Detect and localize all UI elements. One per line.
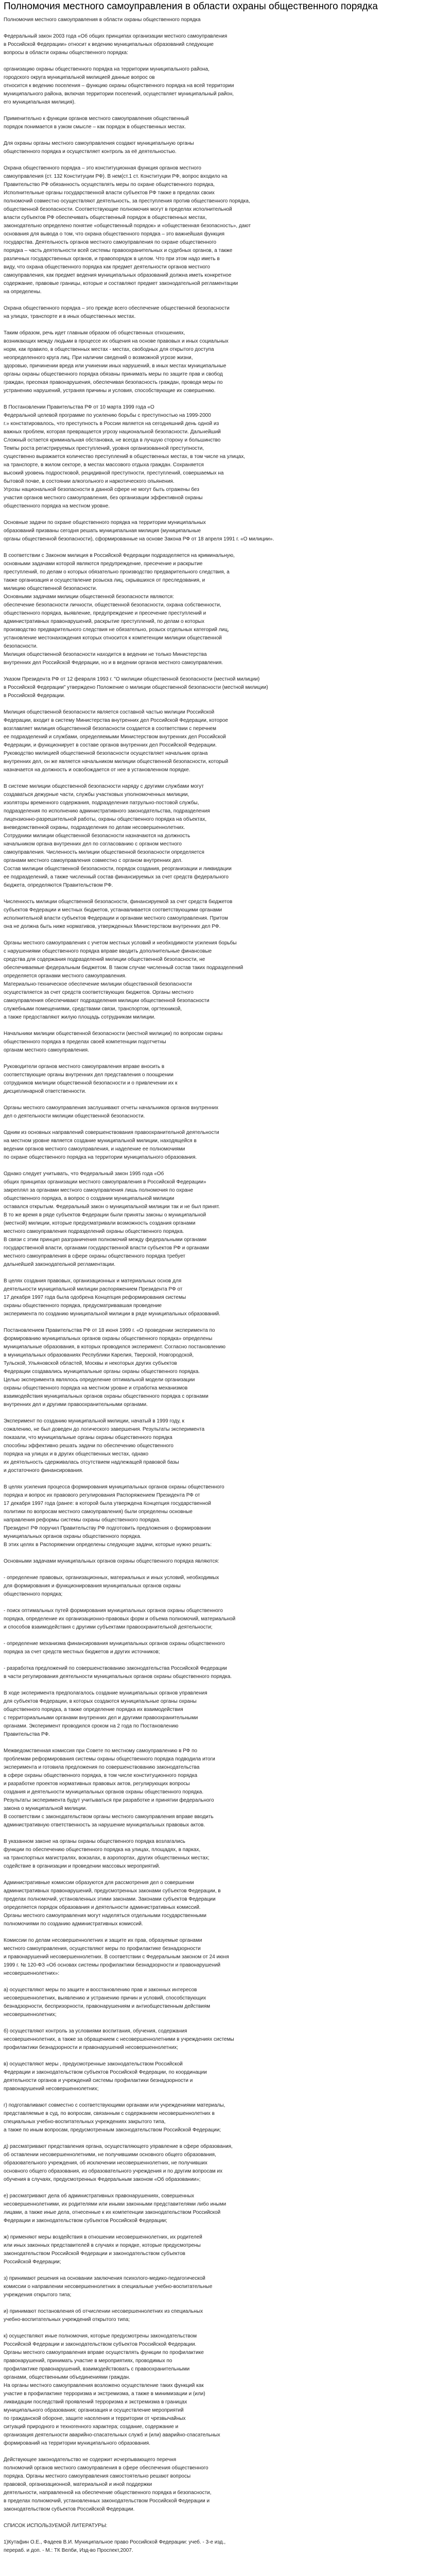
text-line: Милиция общественной безопасности является составной частью милиции Российской (4, 709, 215, 715)
text-line: Материально-техническое обеспечение милиции общественной безопасности (4, 981, 192, 987)
text-line: подразделения по исполнению административного законодательства, подразделения (4, 808, 210, 814)
text-line: Органы местного самоуправления заслушивают отчеты начальников органов внутренних (4, 1105, 219, 1111)
text-line: Исполнительные органы государственной власти субъектов РФ также в пределах своих (4, 190, 215, 196)
text-line: - определение правовых, организационных, материальных и иных условий, необходимых (4, 1575, 219, 1581)
text-line: ведении органов местного самоуправления, и наделение ее полномочиями (4, 1146, 185, 1152)
text-line: комиссии о направлении несовершеннолетних в специальные учебно-воспитательные (4, 2284, 213, 2290)
text-line: или иных законных представителей в случаях и порядке, которые предусмотрены (4, 2243, 201, 2248)
text-line: внутренних дел и другими правоохранительными органами. (4, 1402, 148, 1408)
text-line: охраны общественного порядка, предусматривавшая проведение (4, 1303, 162, 1309)
text-line: в муниципальных образованиях Республики Карелия, Тверской, Новгородской, (4, 1352, 194, 1358)
text-line: субъектов Федерации и местных бюджетов, устанавливается соответствующими органами (4, 907, 222, 913)
text-line: и способов взаимодействия с другими субъектами правоохранительной деятельности; (4, 1624, 213, 1630)
text-line: милицию общественной безопасности. (4, 586, 97, 591)
text-line: ситуаций природного и техногенного характера; создание, содержание и (4, 2424, 179, 2430)
text-line: общественного порядка и осуществляет контроль за её деятельностью. (4, 149, 177, 155)
text-line: В ходе эксперимента предполагалось создание муниципальных органов управления (4, 1690, 207, 1696)
text-line: городского округа муниципальной милицией данные вопрос ов (4, 75, 155, 80)
text-line: е) рассматривают дела об административных правонарушениях, совершенных (4, 2193, 195, 2199)
text-line: по гражданской обороне, защите населения и территории от чрезвычайных (4, 2416, 186, 2421)
text-line: на улицах, транспорте и в иных общественных местах. (4, 314, 136, 319)
text-line: порядка за счет средств местных бюджетов и других источников; (4, 1649, 160, 1655)
text-line: Начальники милиции общественной безопасности (местной милиции) по вопросам охраны (4, 1031, 223, 1037)
text-line: возникающих между людьми в процессе их общения на основе правовых и иных социальных (4, 338, 229, 344)
text-line: закреплял за органами местного самоуправления лишь полномочия по охране (4, 1188, 194, 1193)
text-line: общественного порядка, а также определение порядка их взаимодействия (4, 1707, 183, 1713)
text-line: несовершеннолетних, выявлению и устранению причин и условий, способствующих (4, 1995, 206, 2001)
text-line: порядка на улицах и в других общественных местах, однако (4, 1451, 149, 1457)
text-line: органам местного самоуправления. (4, 1047, 89, 1053)
text-line: местного самоуправления подразделений охраны общественного порядка. (4, 1229, 184, 1234)
text-line: существенно выражается количество преступлений в общественных местах, в том числе на улицах, (4, 454, 246, 460)
text-line: внутренних дел Российской Федерации, но и в ведении органов местного самоуправления. (4, 660, 223, 666)
text-line: 1999 г. № 120-ФЗ «Об основах системы профилактики безнадзорности и правонарушений (4, 1962, 221, 1968)
text-line: 1)Кутафин О.Е., Фадеев В.И. Муниципальное право Российской Федерации: учеб. - 3-е изд., (4, 2539, 226, 2545)
text-line: установление местонахождения которых относится к компетенции милиции общественной (4, 635, 222, 641)
text-line: порядок понимается в узком смысле – как порядок в общественных местах. (4, 124, 186, 130)
text-line: ее подразделений и службами, определяемыми Министерством внутренних дел Российской (4, 734, 226, 740)
text-line: Охрана общественного порядка – это прежде всего обеспечение общественной безопасности (4, 306, 230, 311)
text-line: местного самоуправления, осуществляют меры по профилактике безнадзорности (4, 1946, 201, 1952)
text-line: Органы местного самоуправления могут наделяться отдельными государственными (4, 1913, 207, 1919)
text-line: В соответствии с законодательством органы местного самоуправления вправе вводить (4, 1814, 214, 1820)
text-line: и) принимают постановления об отчислении несовершеннолетних из специальных (4, 2309, 203, 2314)
text-line: з) принимают решения на основании заключения психолого-медико-педагогической (4, 2276, 205, 2281)
text-line: общих принципах организации местного самоуправления в Российской Федерации» (4, 1179, 206, 1185)
text-line: служебными помещениями, средствами связи, транспортом, оргтехникой, (4, 1006, 182, 1012)
paragraph-spacer (4, 1409, 432, 1417)
paragraph-spacer (4, 511, 432, 519)
text-line: участие в профилактике терроризма и экстремизма, а также в минимизации и (или) (4, 2391, 205, 2397)
text-line: учреждения открытого типа; (4, 2292, 72, 2298)
text-line: Федерации и законодательством субъектов Российской Федерации, по координации (4, 2070, 207, 2075)
text-line: Таким образом, речь идет главным образом об общественных отношениях, (4, 330, 185, 336)
text-line: государственной власти, органами государственной власти субъектов РФ и органами (4, 1245, 209, 1251)
text-line: с территориальными органами внутренних дел и другими правоохранительными (4, 1715, 198, 1721)
text-line: неопределенного круга лиц. При наличии сведений о возможной угрозе жизни, (4, 355, 193, 361)
text-line: Действующее законодательство не содержит исчерпывающего перечня (4, 2457, 177, 2463)
text-line: общественной безопасности. Соответствующие полномочия могут в пределах исполнительной (4, 207, 232, 212)
text-line: муниципальные образования, в которых проводился эксперимент. Согласно постановлению (4, 1344, 226, 1350)
text-line: самоуправления обеспечивают подразделения милиции общественной безопасности (4, 998, 210, 1004)
text-line: для субъектов Федерации, в которых создаются муниципальные органы охраны (4, 1699, 197, 1704)
text-line: государства. Деятельность органов местного самоуправления по охране общественного (4, 240, 217, 245)
text-line: в Российской Федерации. (4, 693, 65, 699)
text-line: дел о деятельности милиции общественной безопасности. (4, 1113, 145, 1119)
text-line: также организация и осуществление розыска лиц, скрывшихся от преследования, и (4, 578, 205, 583)
text-line: направления реформы системы охраны общественного порядка. (4, 1517, 161, 1523)
text-line: а также по иным вопросам, предусмотренным законодательством Российской Федерации; (4, 2127, 221, 2133)
text-line: важных проблем, которая превращается угрозу национальной безопасности. Дальнейший (4, 429, 221, 435)
text-line: дисциплинарной ответственности. (4, 1089, 86, 1094)
text-line: деятельности органов и учреждений системы профилактики безнадзорности и (4, 2078, 193, 2083)
text-line: Указом Президента РФ от 12 февраля 1993 г. "О милиции общественной безопасности (местной милиции) (4, 676, 260, 682)
text-line: Численность милиции общественной безопасности, финансируемой за счет средств бюджетов (4, 899, 233, 905)
text-line: правонарушений несовершеннолетних; (4, 2086, 99, 2092)
text-line: СПИСОК ИСПОЛЬЗУЕМОЙ ЛИТЕРАТУРЫ: (4, 2523, 108, 2529)
text-line: полномочий органов местного самоуправления в сфере обеспечения общественного (4, 2465, 208, 2471)
text-line: к) осуществляют иные полномочия, которые предусмотрены законодательством (4, 2333, 197, 2339)
text-line: В системе милиции общественной безопасности наряду с другими службами могут (4, 784, 204, 789)
text-line: специальных учебно-воспитательных учреждениях закрытого типа, (4, 2119, 166, 2125)
text-line: органами местного самоуправления совместно с органом внутренних дел. (4, 858, 183, 863)
text-line: эксперимента и готовила предложения по совершенствованию законодательства (4, 1765, 200, 1770)
text-line: несовершеннолетних»: (4, 1971, 60, 1976)
text-line: образовательного учреждения, об исключении несовершеннолетних, не получивших (4, 2160, 207, 2166)
text-line: административную ответственность за нарушение муниципальных правовых актов. (4, 1822, 205, 1828)
text-line: Милиция общественной безопасности находится в ведении не только Министерства (4, 652, 207, 657)
text-line: с нарушениями общественного порядка вправе вводить дополнительные финансовые (4, 948, 212, 954)
text-line: В этих целях в Распоряжении определены следующие задачи, которые нужно решить: (4, 1542, 212, 1548)
text-line: безопасности. (4, 643, 38, 649)
text-line: В Постановлении Правительства РФ от 10 марта 1999 года «О (4, 404, 154, 410)
text-line: и правонарушений несовершеннолетних. В соответствии с Федеральным законом от 24 июня (4, 1954, 229, 1960)
text-line: обучения в случаях, предусмотренных Федеральным законом «Об образовании»; (4, 2177, 201, 2182)
text-line: Правительство РФ обязанность осуществлять меры по охране общественного порядка, (4, 182, 215, 188)
text-line: ж) применяют меры воздействия в отношении несовершеннолетних, их родителей (4, 2234, 202, 2240)
text-line: их деятельность сдерживалась отсутствием надлежащей правовой базы (4, 1460, 179, 1465)
text-line: муниципального района, включая территории поселений, осуществляет муниципальный район, (4, 91, 234, 97)
text-line: а) осуществляют меры по защите и восстановлению прав и законных интересов (4, 1987, 197, 1993)
text-line: сожалению, не был доведен до логического завершения. Результаты эксперимента (4, 1427, 205, 1432)
text-line: Эксперимент по созданию муниципальной милиции, начатый в 1999 году, к (4, 1418, 184, 1424)
text-line: Результаты эксперимента будут учитываться при разработке и принятии федерального (4, 1798, 214, 1803)
text-line: формированию муниципальных органов охраны общественного порядка» определены (4, 1336, 213, 1342)
text-line: Федерации, входит в систему Министерства внутренних дел Российской Федерации, которое (4, 718, 228, 723)
text-line: органами. Эксперимент проводился сроком на 2 года по Постановлению (4, 1723, 179, 1729)
text-line: Угрозы национальной безопасности в данной сфере не могут быть отражены без (4, 487, 199, 493)
text-line: г.» констатировалось, что преступность в России является на сегодняшний день одной из (4, 421, 219, 427)
text-line: устранению нарушений, устраняя причины и условия, способствующие их совершению. (4, 388, 216, 394)
text-line: правонарушений, принимать участие в мероприятиях, проводимых по (4, 2358, 172, 2364)
text-line: в Российской Федерации" утверждено Положение о милиции общественной безопасности (местной милиции) (4, 685, 268, 690)
text-line: содействие в организации и проведении массовых мероприятий. (4, 1863, 161, 1869)
text-line: общественного порядка в пределах своей компетенции подотчетны (4, 1039, 166, 1045)
text-line: создания и деятельности муниципальных органов охраны общественного порядка. (4, 1789, 204, 1795)
text-line: Применительно к функции органов местного самоуправления общественный (4, 116, 189, 122)
text-line: Для охраны органы местного самоуправления создают муниципальную органы (4, 141, 194, 146)
text-line: Административные комиссии образуются для рассмотрения дел о совершении (4, 1880, 194, 1886)
text-line: Сложный остается криминальная обстановка, не всегда в лучшую сторону и большинство (4, 437, 221, 443)
text-line: В связи с этим принцип разграничения полномочий между федеральными органами (4, 1237, 207, 1243)
text-line: для формирования и функционирования муниципальных органов охраны (4, 1583, 181, 1589)
text-line: В указанном законе на органы охраны общественного порядка возлагались (4, 1839, 185, 1844)
text-line: бюджета, определяются Правительством РФ. (4, 883, 113, 888)
text-line: общественного порядка, выявление, предупреждение и пресечение преступлений и (4, 611, 206, 616)
text-line: пределах полномочий, установленных этими законами. Законами субъектов Федерации (4, 1896, 216, 1902)
text-line: несовершеннолетних; (4, 2012, 57, 2018)
text-line: Руководители органов местного самоуправления вправе вносить в (4, 1064, 165, 1070)
text-line: полномочий совместно осуществляют деятельность, за преступления против общественного порядка, (4, 198, 250, 204)
text-line: в части регулирования деятельности муниципальных органов охраны общественного порядка. (4, 1674, 232, 1680)
text-line: общественного порядка на местном уровне. (4, 503, 110, 509)
text-line: д) рассматривают представления органа, осуществляющего управление в сфере образования, (4, 2144, 233, 2149)
text-line: формирований на территории муниципального образования. (4, 2441, 150, 2446)
text-line: политики по вопросам местного самоуправления) были определены основные (4, 1509, 193, 1515)
text-line: деятельности муниципальной милиции распоряжением Президента РФ от (4, 1286, 183, 1292)
text-line: обеспечиваемые федеральным бюджетом. В таком случае численный состав таких подразделений (4, 965, 243, 971)
text-line: лицензионно-разрешительной работы, охраны общественного порядка на объектах, (4, 817, 207, 822)
text-line: функции по обеспечению общественного порядка на улицах, площадях, в парках, (4, 1847, 201, 1853)
text-line: органы общественной безопасности), сформированные на основе Закона РФ от 18 апреля 1991 г. «О милиции». (4, 536, 274, 542)
text-line: Межведомственная комиссия при Совете по местному самоуправлению в РФ по (4, 1748, 198, 1754)
text-line: общественного порядка; (4, 1591, 63, 1597)
text-line: общественного порядка, а вопрос о создании муниципальной милиции (4, 1196, 175, 1201)
text-line: она не должна быть ниже нормативов, утвержденных Министерством внутренних дел РФ. (4, 924, 221, 929)
text-line: правовой, организационной, материальной и иной поддержки (4, 2482, 152, 2487)
text-line: (местной) милиции, которые предусматривали возможность создания органами (4, 1221, 196, 1226)
text-line: Правительства РФ. (4, 1732, 50, 1737)
text-line: Сотрудники милиции общественной безопасности назначаются на должность (4, 833, 190, 839)
text-line: порядка. Органы местного самоуправления самостоятельно решают вопросы (4, 2473, 191, 2479)
text-line: различных государственных органов, и правопорядок в целом. Что при этом надо иметь в (4, 256, 220, 262)
text-line: организация деятельности аварийно-спасательных служб и (или) аварийно-спасательных (4, 2432, 220, 2438)
text-line: на транспортных магистралях, вокзалах, в аэропортах, других общественных местах; (4, 1855, 210, 1861)
text-line: в Российской Федерации» относит к ведению муниципальных образований следующие (4, 42, 214, 47)
text-line: лицами, а также иные дела, отнесенные к их компетенции законодательством Российской (4, 2210, 221, 2215)
text-line: исполнительной власти субъектов Федерации и органами местного самоуправления. Притом (4, 916, 228, 921)
text-line: здоровью, причинении вреда или учинении иных нарушений, в иных местах муниципальные (4, 363, 226, 369)
text-line: административных правонарушений, предусмотренных законами субъектов Федерации, в (4, 1888, 221, 1894)
text-line: средства для содержания подразделений милиции общественной безопасности, не (4, 957, 205, 962)
text-line: В соответствии с Законом милиция в Российской Федерации подразделяется на криминальную, (4, 553, 235, 558)
text-line: Основными задачами муниципальных органов охраны общественного порядка являются: (4, 1558, 219, 1564)
text-line: определяется органами местного самоуправления. (4, 973, 127, 979)
text-line: законодательством Российской Федерации и законодательством субъектов (4, 2251, 185, 2257)
text-line: г) подготавливают совместно с соответствующими органами или учреждениями материалы, (4, 2103, 225, 2108)
text-line: Целью эксперимента являлось определение оптимальной модели организации (4, 1377, 195, 1383)
text-line: Тульской, Ульяновской областей, Москвы и некоторых других субъектов (4, 1361, 177, 1366)
text-line: В целях создания правовых, организационных и материальных основ для (4, 1278, 182, 1284)
text-line: ее подразделений, а также численный состав финансируемых за счет средств федерального (4, 874, 229, 880)
text-line: порядка, определение их организационно-правовых форм и объема полномочий, материальной (4, 1616, 236, 1622)
text-line: Федеральный закон 2003 года «Об общих принципах организации местного самоуправления (4, 33, 228, 39)
text-line: 17 декабря 1997 года была одобрена Концепция реформирования системы (4, 1295, 186, 1300)
text-line: об оставлении несовершеннолетними, не получившими основного общего образования, (4, 2152, 216, 2158)
text-line: порядка – часть деятельности всей системы правоохранительных и судебных органов, а также (4, 248, 233, 253)
text-line: по охране общественного порядка на территории муниципального образования. (4, 1155, 197, 1160)
text-line: Комиссии по делам несовершеннолетних и защите их прав, образуемые органами (4, 1938, 202, 1943)
text-line: производство предварительного следствия не обязательно, розыск отдельных категорий лиц, (4, 627, 229, 633)
text-line: взаимодействия муниципальных органов охраны общественного порядка с органами (4, 1394, 208, 1399)
text-line: муниципального образования; организация и осуществление мероприятий (4, 2408, 184, 2413)
text-line: на транспорте, в жилом секторе, в местах массового отдыха граждан. Сохраняется (4, 462, 204, 468)
text-line: проблемам реформирования системы охраны общественного порядка подводила итоги (4, 1756, 215, 1762)
text-line: безнадзорности, беспризорности, правонарушениям и антиобщественным действиям (4, 2004, 211, 2009)
text-line: обеспечение безопасности личности, общественной безопасности, охрана собственности, (4, 602, 221, 608)
text-line: высокий уровень подростковой, рецидивной преступности, преступлений, совершаемых на (4, 470, 224, 476)
text-line: Российской Федерации; (4, 2259, 61, 2265)
text-line: основного общего образования, из образовательного учреждения и по другим вопросам их (4, 2168, 223, 2174)
text-line: в сфере охраны общественного порядка, в том числе конституционного порядка (4, 1773, 198, 1778)
text-line: основания для вывода о том, что охрана общественного порядка – это важнейшая функция (4, 231, 225, 237)
text-line: изоляторы временного содержания, подразделения патрульно-постовой службы, (4, 800, 199, 806)
text-line: 17 декабря 1997 года (ранее: в которой была утверждена Концепция государственной (4, 1501, 211, 1506)
text-line: местного самоуправления в сфере охраны общественного порядка требует (4, 1253, 186, 1259)
text-line: эксперимента по созданию муниципальной милиции в ряде муниципальных образований. (4, 1311, 221, 1317)
text-line: показали, что муниципальные органы охраны общественного порядка (4, 1435, 172, 1440)
text-line: Полномочия местного самоуправления в области охраны общественного порядка (4, 17, 201, 23)
text-line: Российской Федерации и законодательством субъектов Российской Федерации. (4, 2342, 197, 2347)
text-line: несовершеннолетними, их родителями или иными законными представителями либо иными (4, 2201, 226, 2207)
text-line: несовершеннолетних, а также за обращением с несовершеннолетними в учреждениях системы (4, 2037, 234, 2042)
text-line: в) осуществляют меры , предусмотренные законодательством Российской (4, 2061, 183, 2067)
text-line: В целях усиления процесса формирования муниципальных органов охраны общественного (4, 1484, 224, 1490)
text-line: законодательно определено понятие «общественный порядок» и «общественная безопасность», дают (4, 223, 251, 229)
text-line: профилактики безнадзорности и правонарушений несовершеннолетних; (4, 2045, 179, 2050)
text-line: Органы местного самоуправления с учетом местных условий и необходимости усиления борьбы (4, 940, 237, 946)
text-line: Федерации и законодательством субъектов Российской Федерации; (4, 2218, 167, 2224)
text-line: профилактике правонарушений, взаимодействовать с правоохранительными (4, 2366, 190, 2372)
text-line: Темпы роста регистрируемых преступлений, уровня организованной преступности, (4, 446, 204, 451)
text-line: Постановлением Правительства РФ от 18 июня 1999 г. «О проведении эксперимента по (4, 1328, 215, 1333)
text-line: участия органов местного самоуправления, без организации эффективной охраны (4, 495, 203, 501)
text-line: на определены. (4, 289, 42, 295)
text-line: осуществляется за счет средств соответствующих бюджетов. Органы местного (4, 990, 194, 995)
text-line: а также предоставляют жилую площадь сотрудникам милиции. (4, 1014, 155, 1020)
text-line: определяется порядок образования и деятельности административных комиссий. (4, 1905, 201, 1910)
text-line: дальнейшей законодательной регламентации. (4, 1262, 116, 1267)
text-line: Основные задачи по охране общественного порядка на территории муниципальных (4, 520, 206, 526)
text-line: перераб. и доп. - М.: ТК Велби, Изд-во Проспект,2007. (4, 2548, 133, 2553)
text-line: законодательством субъектов Российской Федерации. (4, 2506, 135, 2512)
text-line: На органы местного самоуправления возложено осуществление таких функций как (4, 2383, 204, 2388)
text-line: содержание, правовые границы, которые и составляют предмет законодательной регламентации (4, 281, 238, 286)
text-line: Федерации, и функционирует в составе органов внутренних дел Российской Федерации. (4, 742, 217, 748)
text-line: В то же время в ряде субъектов Федерации были приняты законы о муниципальной (4, 1212, 206, 1218)
text-line: организацию охраны общественного порядка на территории муниципального района, (4, 66, 210, 72)
text-line: органами, общественными объединениями граждан. (4, 2375, 130, 2380)
text-line: Состав милиции общественной безопасности, порядок создания, реорганизации и ликвидации (4, 866, 232, 872)
text-line: учебно-воспитательных учреждений открытого типа; (4, 2317, 130, 2323)
page-title: Полномочия местного самоуправления в области охраны общественного порядка (4, 1, 378, 12)
text-line: норм, как правило, в общественных местах - местах, свободных для открытого доступа (4, 347, 214, 352)
text-line: сотрудников милиции общественной безопасности и о привлечении их к (4, 1080, 178, 1086)
text-line: органы охраны общественного порядка обязаны принимать меры по защите прав и свобод (4, 371, 223, 377)
text-line: на местном уровне является создание муниципальной милиции, находящейся в (4, 1138, 197, 1144)
text-line: способны эффективно решать задачи по обеспечению общественного (4, 1443, 173, 1449)
text-line: образований призваны сегодня решать муниципальная милиция (муниципальные (4, 528, 201, 534)
text-line: - разработка предложений по совершенствованию законодательства Российской Федерации (4, 1666, 227, 1671)
text-line: граждан, пресекая правонарушения, обеспечивая безопасность граждан, проводя меры по (4, 380, 223, 385)
text-line: в пределах полномочий, установленных законодательством Российской Федерации и (4, 2498, 210, 2504)
text-line: - определение механизма финансирования муниципальных органов охраны общественного (4, 1641, 225, 1647)
text-line: и достаточного финансирования. (4, 1468, 83, 1473)
text-line: относится к ведению поселения – функцию охраны общественного порядка на всей территории (4, 83, 234, 89)
text-line: самоуправления (ст. 132 Конституции РФ). В нем(ст.1 ст. Конституции РФ, вопрос входило на (4, 174, 228, 179)
text-line: ликвидации последствий проявлений терроризма и экстремизма в границах (4, 2399, 187, 2405)
text-line: начальником органа внутренних дел по согласованию с органом местного (4, 841, 182, 847)
text-line: порядка и вопрос их правового регулирования Распоряжением Президента РФ от (4, 1493, 200, 1498)
text-line: Охрана общественного порядка – это конституционная функция органов местного (4, 165, 201, 171)
text-line: власти субъектов РФ обеспечивать общественный порядок в общественных местах, (4, 215, 207, 221)
text-line: соответствующие органы внутренних дел представления о поощрении (4, 1072, 173, 1078)
text-line: самоуправления. Численность милиции общественной безопасности определяется (4, 850, 204, 855)
text-line: муниципальных органов охраны общественного порядка. (4, 1534, 142, 1539)
text-line: преступлений, по делам о которых обязательно производство предварительного следствия, а (4, 569, 230, 575)
text-line: самоуправления, как предмет ведения муниципальных образований должна иметь конкретное (4, 273, 232, 278)
text-line: оставался открытым. Федеральный закон о муниципальной милиции так и не был принят. (4, 1204, 220, 1210)
text-line: б) осуществляют контроль за условиями воспитания, обучения, содержания (4, 2028, 187, 2034)
text-line: Федерации создавались муниципальные органы охраны общественного порядка. (4, 1369, 200, 1375)
text-line: Однако следует учитывать, что Федеральный закон 1995 года «Об (4, 1171, 164, 1177)
text-line: административных правонарушений, раскрытие преступлений, по делам о которых (4, 619, 204, 624)
document-body (4, 16, 432, 2555)
text-line: представляемые в суд, по вопросам, связанным с содержанием несовершеннолетних в (4, 2111, 215, 2116)
text-line: создаваться дежурные части, службы участковых уполномоченных милиции, (4, 792, 189, 798)
text-line: назначается на должность и освобождается от нее в установленном порядке. (4, 767, 190, 773)
text-line: - поиск оптимальных путей формирования муниципальных органов охраны общественного (4, 1608, 223, 1614)
text-line: охраны общественного порядка на местном уровне и отработка механизмов (4, 1385, 188, 1391)
text-line: и разработке проектов нормативных правовых актов, регулирующих вопросы (4, 1781, 190, 1787)
text-line: внутренних дел, он же является начальником милиции общественной безопасности, который (4, 759, 229, 765)
text-line: основными задачами которой являются предупреждение, пресечение и раскрытие (4, 561, 203, 567)
text-line: вневедомственной охраны, подразделения по делам несовершеннолетних. (4, 825, 185, 831)
text-line: виду, что охрана общественного порядка как предмет деятельности органов местного (4, 264, 210, 270)
text-line: Органы местного самоуправления вправе осуществлять функции по профилактике (4, 2350, 204, 2355)
text-line: полномочиями по созданию административных комиссий. (4, 1921, 143, 1927)
text-line: его муниципальная милиция). (4, 99, 76, 105)
text-line: возглавляет милиция общественной безопасности создается в соответствии с перечнем (4, 726, 216, 732)
text-line: вопросы в области охраны общественного порядка: (4, 50, 128, 56)
text-line: деятельности, направленной на обеспечение общественного порядка и безопасности, (4, 2490, 212, 2496)
text-line: Одним из основных направлений совершенствования правоохранительной деятельности (4, 1130, 219, 1136)
text-line: закона о муниципальной милиции. (4, 1806, 87, 1811)
text-line: Федеральной целевой программе по усилению борьбы с преступностью на 1999-2000 (4, 413, 211, 418)
text-line: Руководство милицией общественной безопасности осуществляет начальник органа (4, 751, 208, 756)
text-line: Президент РФ поручил Правительству РФ подготовить предложения о формировании (4, 1526, 211, 1531)
text-line: бытовой почве, в состоянии алкогольного и наркотического опьянения. (4, 479, 175, 484)
text-line: Основными задачами милиции общественной безопасности являются: (4, 594, 174, 600)
